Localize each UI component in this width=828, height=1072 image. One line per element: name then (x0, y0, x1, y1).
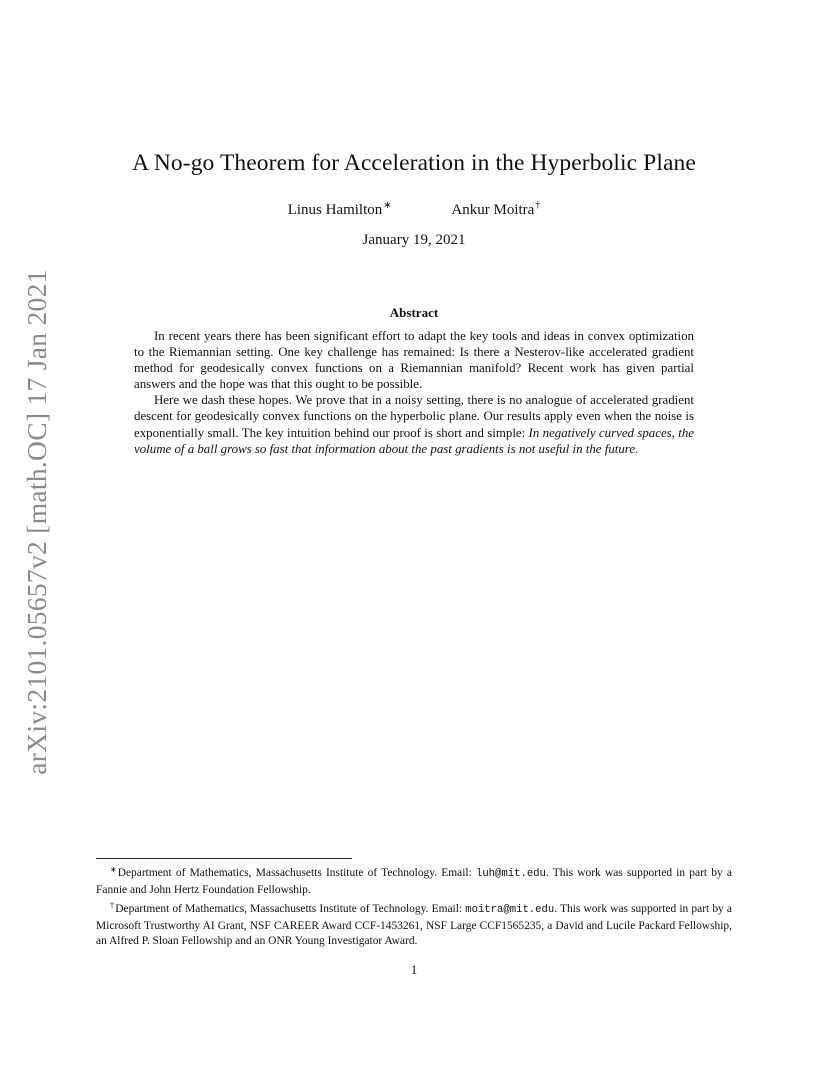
footnote-text: Department of Mathematics, Massachusetts Institute of Technology. Email: (115, 903, 466, 915)
footnote-mark: † (110, 901, 115, 910)
paper-date: January 19, 2021 (362, 232, 466, 248)
abstract-heading: Abstract (389, 305, 439, 320)
footnote-text: Department of Mathematics, Massachusetts Institute of Technology. Email: (117, 867, 476, 879)
footnote-hamilton (96, 862, 732, 898)
email-link-moitra[interactable]: moitra@mit.edu (465, 904, 555, 916)
author-footnote-mark: † (535, 200, 541, 211)
abstract-paragraph-1: In recent years there has been significant effort to adapt the key tools and ideas in convex optimization to the Riemannian setting. One key challenge has remained: Is there a Nesterov-like accelerated gradient method for geodesically convex functions on a Riemannian manifold? Recent work has given partial answers and the hope was that this ought to be possible. (134, 329, 694, 392)
paper-title: A No-go Theorem for Acceleration in the Hyperbolic Plane (132, 150, 696, 176)
abstract-paragraph-2 (134, 392, 694, 456)
footnote-text: . This work was supported in part by a Microsoft Trustworthy AI Grant, NSF CAREER Award CCF-1453261, NSF Large CCF1565235, a David and Lucile Packard Fellowship, an Alfred P. Sloan Fellowship and an ONR Young Investigator Award. (96, 903, 732, 947)
footnote-text: . This work was supported in part by a Fannie and John Hertz Foundation Fellowship. (96, 867, 732, 896)
author-hamilton (288, 200, 392, 219)
page-number: 1 (410, 962, 418, 977)
footnote-divider (96, 858, 352, 859)
abstract-body (134, 328, 694, 457)
arxiv-identifier-stamp: arXiv:2101.05657v2 [math.OC] 17 Jan 2021 (21, 269, 52, 775)
email-link-hamilton[interactable]: luh@mit.edu (475, 868, 546, 880)
author-moitra (451, 200, 540, 219)
author-footnote-mark: ∗ (383, 200, 392, 211)
footnote-moitra (96, 898, 732, 950)
abstract-key-intuition: In negatively curved spaces, the volume of a ball grows so fast that information about the past gradients is not useful in the future. (134, 425, 694, 456)
abstract-paragraph-2-text: Here we dash these hopes. We prove that in a noisy setting, there is no analogue of accelerated gradient descent for geodesically convex functions on the hyperbolic plane. Our results apply even when the noise is exponentially small. The key intuition behind our proof is short and simple: (134, 393, 694, 440)
footnotes (96, 862, 732, 950)
footnote-mark: ∗ (110, 865, 117, 874)
author-name: Linus Hamilton (287, 202, 383, 218)
author-name: Ankur Moitra (451, 202, 535, 218)
author-list (0, 200, 828, 219)
